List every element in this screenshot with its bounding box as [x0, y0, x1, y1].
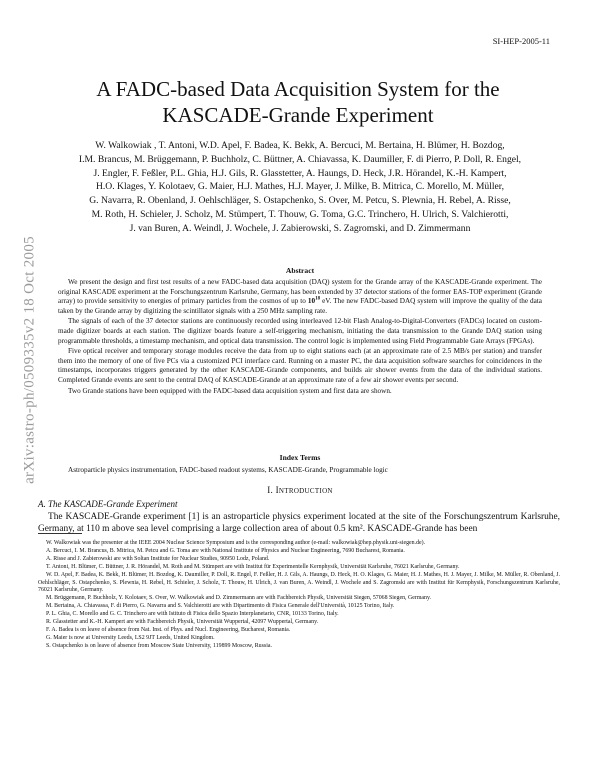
footnote: P. L. Ghia, C. Morello and G. C. Trinchero are with Istituto di Fisica dello Spazio Interplanetario, CNR, 10133 Torino, Italy.: [46, 611, 339, 618]
footnote: M. Brüggemann, P. Buchholz, Y. Kolotaev, S. Over, W. Walkowiak and D. Zimmermann are with Fachbereich Physik, Universität Siegen, 57068 Siegen, Germany.: [46, 595, 431, 602]
footnote-rule: [38, 533, 82, 534]
title-line: KASCADE-Grande Experiment: [162, 103, 434, 127]
author-line: G. Navarra, R. Obenland, J. Oehlschläger, S. Ostapchenko, S. Over, M. Petcu, S. Plewnia, H. Rebel, A. Risse,: [89, 195, 511, 207]
abstract-paragraph: Five optical receiver and temporary storage modules receive the data from up to eight stations each (at an approximate rate of 2.5 MB/s per station) and transfer them into the memory of one of five PCs via a customized PCI interface card. Running on a master PC, the data acquisition software searches for coincidences in the timestamps, incorporates triggers generated by the other KASCADE-Grande components, and builds air shower events from the data of the individual stations. Completed Grande events are sent to the central DAQ of KASCADE-Grande at an approximate rate of a few air shower events per second.: [58, 347, 542, 384]
paper-title: [48, 76, 548, 128]
abstract-paragraph: We present the design and first test results of a new FADC-based data acquisition (DAQ) system for the Grande array of the KASCADE-Grande experiment. The original KASCADE experiment at the Forschungszentrum Karlsruhe, Germany, has been extended by 37 detector stations of the former EAS-TOP experiment (Grande array) to provide sensitivity to energies of primary particles from the cosmos of up to $10^{18}$ eV. The new FADC-based DAQ system will improve the quality of the data taken by the Grande array by digitizing the scintillator signals with a 250 MHz sampling rate.: [58, 278, 542, 315]
title-line: A FADC-based Data Acquisition System for the: [96, 77, 500, 101]
index-terms-heading: Index Terms: [279, 453, 321, 462]
abstract-paragraph: Two Grande stations have been equipped with the FADC-based data acquisition system and first data are shown.: [68, 386, 392, 395]
abstract-paragraph: The signals of each of the 37 detector stations are continuously recorded using interleaved 12-bit Flash Analog-to-Digital-Converters (FADCs) located on custom-made digitizer boards at each station. The digitizer boards feature a self-triggering mechanism, initiating the data transmission to the Grande DAQ station using programmable thresholds, a timestamp mechanism, and optical data transmission. The control logic is implemented using Field Programmable Gate Arrays (FPGAs).: [58, 317, 542, 345]
footnote: G. Maier is now at University Leeds, LS2 9JT Leeds, United Kingdom.: [46, 634, 215, 641]
abstract-body: [58, 278, 542, 397]
intro-paragraph: The KASCADE-Grande experiment [1] is an astroparticle physics experiment located at the site of the Forschungszentrum Karlsruhe, Germany, at 110 m above sea level comprising a large collection area of about 0.5 km². KASCADE-Grande has been: [38, 512, 560, 534]
section-heading: I. INTRODUCTION: [267, 485, 333, 495]
arxiv-identifier: arXiv:astro-ph/0509335v2 18 Oct 2005: [21, 236, 38, 484]
footnote: F. A. Badea is on leave of absence from Nat. Inst. of Phys. and Nucl. Engineering, Bucharest, Romania.: [46, 626, 291, 633]
abstract-heading: Abstract: [285, 266, 315, 275]
footnote: S. Ostapchenko is on leave of absence from Moscow State University, 119899 Moscow, Russia.: [46, 642, 272, 649]
index-terms-text: Astroparticle physics instrumentation, FADC-based readout systems, KASCADE-Grande, Programmable logic: [68, 466, 388, 474]
footnote: A. Risse and J. Zabierowski are with Soltan Institute for Nuclear Studies, 90950 Lodz, Poland.: [46, 555, 270, 562]
author-line: J. van Buren, A. Weindl, J. Wochele, J. Zabierowski, S. Zagromski, and D. Zimmermann: [129, 222, 471, 234]
footnote: M. Bertaina, A. Chiavassa, F. di Pierro, G. Navarra and S. Valchierotti are with Dipartimento di Fisica Generale dell'Università, 10125 Torino, Italy.: [46, 603, 395, 610]
report-number: SI-HEP-2005-11: [492, 36, 550, 46]
footnotes: [38, 540, 560, 651]
footnote: W. Walkowiak was the presenter at the IEEE 2004 Nuclear Science Symposium and is the corresponding author (e-mail: walkowiak@hep.physik.uni-siegen.de).: [46, 540, 426, 546]
author-line: I.M. Brancus, M. Brüggemann, P. Buchholz, C. Büttner, A. Chiavassa, K. Daumiller, F. di Pierro, P. Doll, R. Engel,: [78, 153, 522, 165]
footnote: A. Bercuci, I. M. Brancus, B. Mitrica, M. Petcu and G. Toma are with National Institute of Physics and Nuclear Engineering, 7690 Bucharest, Romania.: [46, 547, 405, 554]
arxiv-sidebar: [10, 205, 50, 515]
author-list: [48, 139, 552, 236]
footnote: W. D. Apel, F. Badea, K. Bekk, H. Blümer, H. Bozdog, K. Daumiller, P. Doll, R. Engel, F. Feßler, H. J. Gils, A. Haungs, D. Heck, H. O. Klages, G. Maier, H. J. Mathes, H. J. Mayer, J. Milke, M. Müller, R. Obenland, J. Oehlschläger, S. Ostapchenko, S. Plewnia, H. Rebel, H. Schieler, J. Scholz, T. Thouw, H. Ulrich, J. van Buren, A. Weindl, J. Wochele and S. Zagromski are with Institut für Kernphysik, Forschungszentrum Karlsruhe, 76021 Karlsruhe, Germany.: [38, 571, 560, 594]
footnote: T. Antoni, H. Blümer, C. Büttner, J. R. Hörandel, M. Roth and M. Stümpert are with Institut für Experimentelle Kernphysik, Universität Karlsruhe, 76021 Karlsruhe, Germany.: [46, 563, 460, 570]
author-line: M. Roth, H. Schieler, J. Scholz, M. Stümpert, T. Thouw, G. Toma, G.C. Trinchero, H. Ulrich, S. Valchierotti,: [91, 208, 509, 220]
author-line: J. Engler, F. Feßler, P.L. Ghia, H.J. Gils, R. Glasstetter, A. Haungs, D. Heck, J.R. Hörandel, K.-H. Kampert,: [93, 167, 507, 179]
author-line: W. Walkowiak , T. Antoni, W.D. Apel, F. Badea, K. Bekk, A. Bercuci, M. Bertaina, H. Blümer, H. Bozdog,: [95, 140, 505, 151]
subsection-heading: A. The KASCADE-Grande Experiment: [38, 499, 178, 509]
author-line: H.O. Klages, Y. Kolotaev, G. Maier, H.J. Mathes, H.J. Mayer, J. Milke, B. Mitrica, C. Morello, M. Müller,: [95, 181, 505, 193]
footnote: R. Glasstetter and K.-H. Kampert are with Fachbereich Physik, Universität Wuppertal, 42097 Wuppertal, Germany.: [46, 619, 319, 626]
